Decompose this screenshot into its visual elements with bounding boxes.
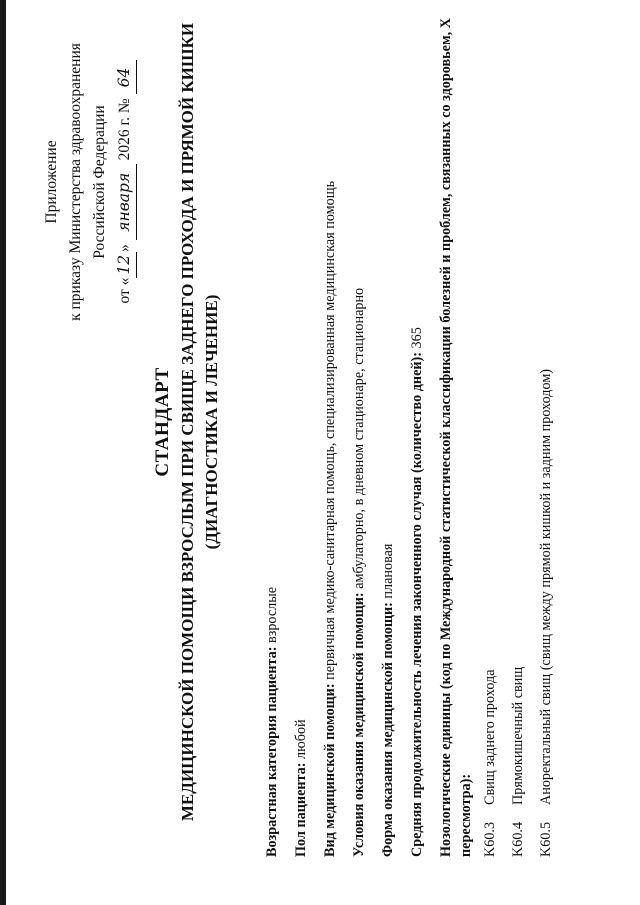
field-conditions-value: амбулаторно, в дневном стационаре, стационарно [351, 287, 367, 589]
code-row [508, 17, 528, 857]
code-row [536, 17, 556, 857]
field-age [262, 17, 282, 857]
field-sex [291, 17, 311, 857]
order-number-handwritten: 64 [112, 60, 137, 94]
date-mid: » [116, 244, 133, 252]
field-form-label: Форма оказания медицинской помощи: [380, 602, 396, 857]
title-standard: СТАНДАРТ [152, 367, 173, 477]
code-row [480, 17, 500, 857]
code-id: K60.5 [538, 821, 554, 857]
code-name: Свищ заднего прохода [482, 669, 498, 805]
title-main: МЕДИЦИНСКОЙ ПОМОЩИ ВЗРОСЛЫМ ПРИ СВИЩЕ ЗАДНЕГО ПРОХОДА И ПРЯМОЙ КИШКИ [178, 22, 197, 822]
appendix-block [40, 32, 137, 332]
date-month-handwritten: января [112, 164, 137, 240]
field-care-type [320, 17, 340, 857]
field-duration-value: 365 [409, 327, 425, 349]
code-name: Прямокишечный свищ [510, 666, 526, 805]
appendix-title: Приложение [43, 140, 60, 224]
appendix-order-line: к приказу Министерства здравоохранения [67, 43, 84, 321]
appendix-date-line [112, 32, 137, 332]
appendix-federation-line: Российской Федерации [91, 105, 108, 259]
date-day-handwritten: 12 [112, 252, 137, 278]
field-sex-label: Пол пациента: [293, 762, 309, 857]
field-duration [407, 17, 427, 857]
field-age-value: взрослые [264, 586, 280, 643]
code-list [480, 17, 556, 857]
date-year: 2026 г. № [116, 98, 133, 161]
field-age-label: Возрастная категория пациента: [264, 646, 280, 857]
field-care-type-label: Вид медицинской помощи: [322, 683, 338, 857]
field-conditions [349, 17, 369, 857]
code-id: K60.3 [482, 821, 498, 857]
rotated-page [0, 2, 640, 902]
standard-title [150, 2, 224, 842]
field-care-type-value: первичная медико-санитарная помощь, специализированная медицинская помощь [322, 180, 338, 680]
document-page [0, 2, 640, 902]
standard-fields [262, 17, 564, 857]
code-name: Аноректальный свищ (свищ между прямой кишкой и задним проходом) [538, 368, 554, 805]
field-form [378, 17, 398, 857]
field-conditions-label: Условия оказания медицинской помощи: [351, 592, 367, 857]
field-nosology [436, 17, 476, 857]
field-duration-label: Средняя продолжительность лечения законченного случая (количество дней): [409, 352, 425, 857]
field-sex-value: любой [293, 719, 309, 759]
code-id: K60.4 [510, 821, 526, 857]
field-form-value: плановая [380, 543, 396, 599]
title-subtitle: (ДИАГНОСТИКА И ЛЕЧЕНИЕ) [202, 294, 221, 550]
field-nosology-label: Нозологические единицы (код по Международной статистической классификации болезней и проблем, связанных со здоровьем, X пересмотра): [438, 18, 474, 857]
date-prefix: от « [116, 277, 133, 304]
